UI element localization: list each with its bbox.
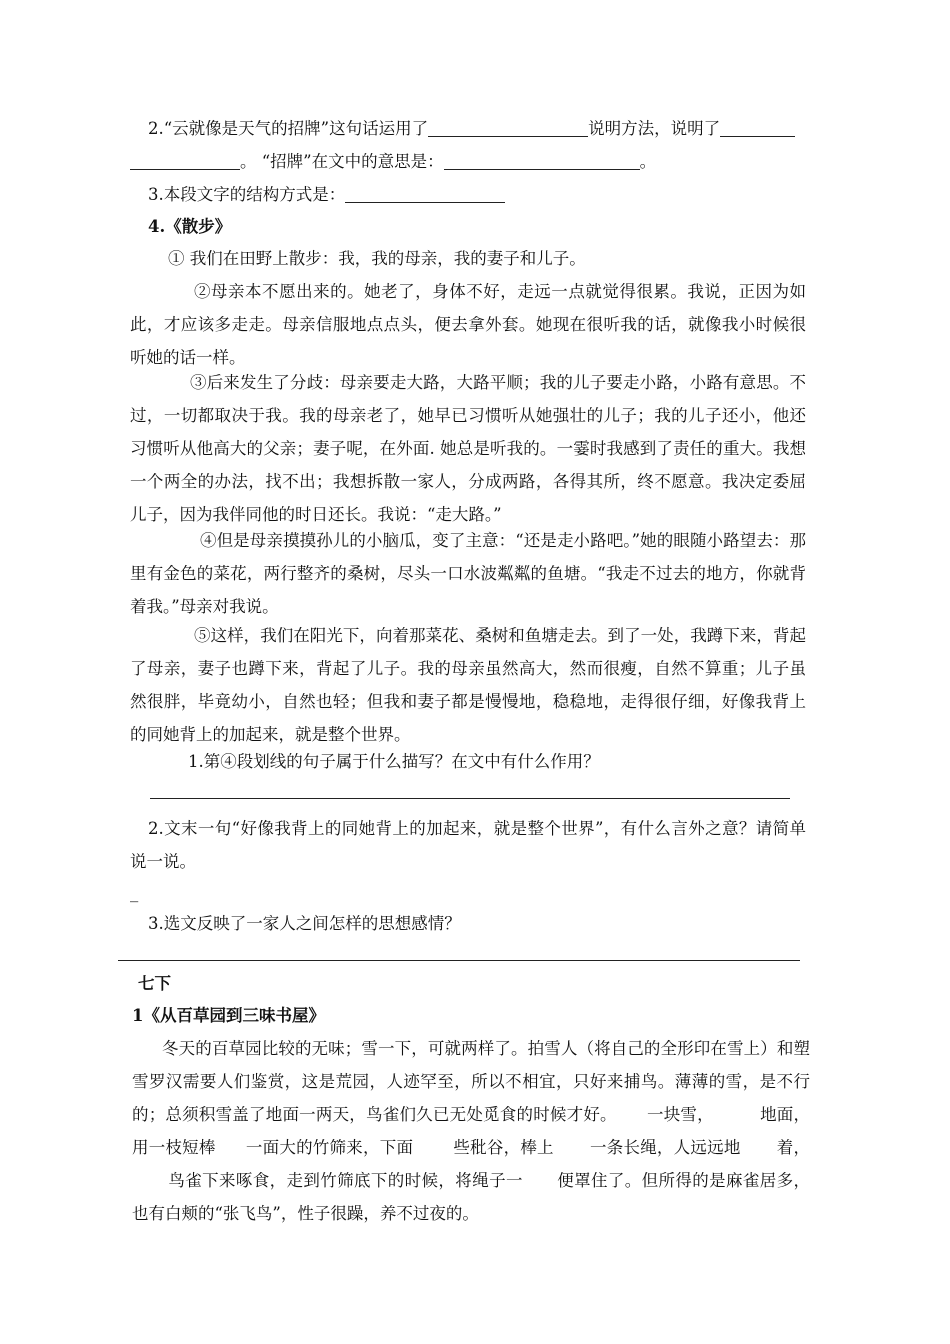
question-2-cloud (130, 112, 806, 178)
question-text: 2.“云就像是天气的招牌”这句话运用了 (148, 119, 429, 138)
sanbu-paragraph-1: ① 我们在田野上散步：我，我的母亲，我的妻子和儿子。 (168, 249, 586, 268)
question-text: 3.本段文字的结构方式是： (148, 185, 346, 204)
paragraph-text: 着， (776, 1138, 811, 1157)
paragraph-text: 便罩住了。但所得的是麻雀居多，也有白颊的“张飞鸟”，性子很躁，养不过夜的。 (132, 1171, 811, 1223)
question-text: 说明方法，说明了 (588, 119, 721, 138)
answer-blank[interactable] (428, 120, 588, 138)
answer-dash[interactable]: _ (130, 883, 139, 902)
sanbu-title: 4.《散步》 (148, 217, 232, 236)
answer-blank[interactable] (720, 120, 795, 138)
baicaoyuan-title: 1《从百草园到三味书屋》 (132, 1006, 325, 1025)
sanbu-paragraph-4: ④但是母亲摸摸孙儿的小脑瓜，变了主意：“还是走小路吧。”她的眼随小路望去：那里有金色的菜花，两行整齐的桑树，尽头一口水波粼粼的鱼塘。“我走不过去的地方，你就背着我。”母亲对我说。 (130, 531, 806, 616)
sanbu-question-3: 3.选文反映了一家人之间怎样的思想感情？ (148, 914, 461, 933)
paragraph-text: 一面大的竹筛来，下面 (245, 1138, 414, 1157)
sanbu-paragraph-2: ②母亲本不愿出来的。她老了，身体不好，走远一点就觉得很累。我说，正因为如此，才应该多走走。母亲信服地点点头，便去拿外套。她现在很听我的话，就像我小时候很听她的话一样。 (130, 282, 806, 367)
sanbu-question-1: 1.第④段划线的句子属于什么描写？在文中有什么作用？ (188, 752, 600, 771)
paragraph-text: 些秕谷，棒上 (453, 1138, 554, 1157)
paragraph-text: 一条长绳，人远远地 (589, 1138, 741, 1157)
baicaoyuan-paragraph (132, 1032, 810, 1230)
paragraph-text: 一块雪， (646, 1105, 714, 1124)
paragraph-text: 地面，用一枝短棒 (132, 1105, 811, 1157)
answer-line[interactable] (118, 960, 800, 961)
answer-line[interactable] (150, 798, 790, 799)
paragraph-text: 鸟雀下来啄食，走到竹筛底下的时候，将绳子一 (168, 1171, 523, 1190)
question-text: 。 (639, 152, 657, 171)
sanbu-question-2: 2.文末一句“好像我背上的同她背上的加起来，就是整个世界”，有什么言外之意？请简单说一说。 (130, 819, 806, 871)
section-heading-qixia: 七下 (138, 974, 171, 993)
question-text: 。 “招牌”在文中的意思是： (240, 152, 444, 171)
paragraph-text: 冬天的百草园比较的无味；雪一下，可就两样了。拍雪人（将自己的全形印在雪上）和塑雪罗汉需要人们鉴赏，这是荒园，人迹罕至，所以不相宜，只好来捕鸟。薄薄的雪，是不行的；总须积雪盖了地面一两天，鸟雀们久已无处觅食的时候才好。 (132, 1039, 810, 1124)
question-3-structure (130, 178, 806, 211)
answer-blank[interactable] (444, 153, 640, 171)
answer-blank[interactable] (130, 153, 240, 171)
sanbu-paragraph-3: ③后来发生了分歧：母亲要走大路，大路平顺；我的儿子要走小路，小路有意思。不过，一切都取决于我。我的母亲老了，她早已习惯听从她强壮的儿子；我的儿子还小，他还习惯听从他高大的父亲；妻子呢，在外面. 她总是听我的。一霎时我感到了责任的重大。我想一个两全的办法，找不出；我想拆散一家人，分成两路，各得其所，终不愿意。我决定委屈儿子，因为我伴同他的时日还长。我说：“走大路。” (130, 373, 806, 524)
sanbu-paragraph-5: ⑤这样，我们在阳光下，向着那菜花、桑树和鱼塘走去。到了一处，我蹲下来，背起了母亲，妻子也蹲下来，背起了儿子。我的母亲虽然高大，然而很瘦，自然不算重；儿子虽然很胖，毕竟幼小，自然也轻；但我和妻子都是慢慢地，稳稳地，走得很仔细，好像我背上的同她背上的加起来，就是整个世界。 (130, 626, 806, 744)
answer-blank[interactable] (345, 186, 505, 204)
